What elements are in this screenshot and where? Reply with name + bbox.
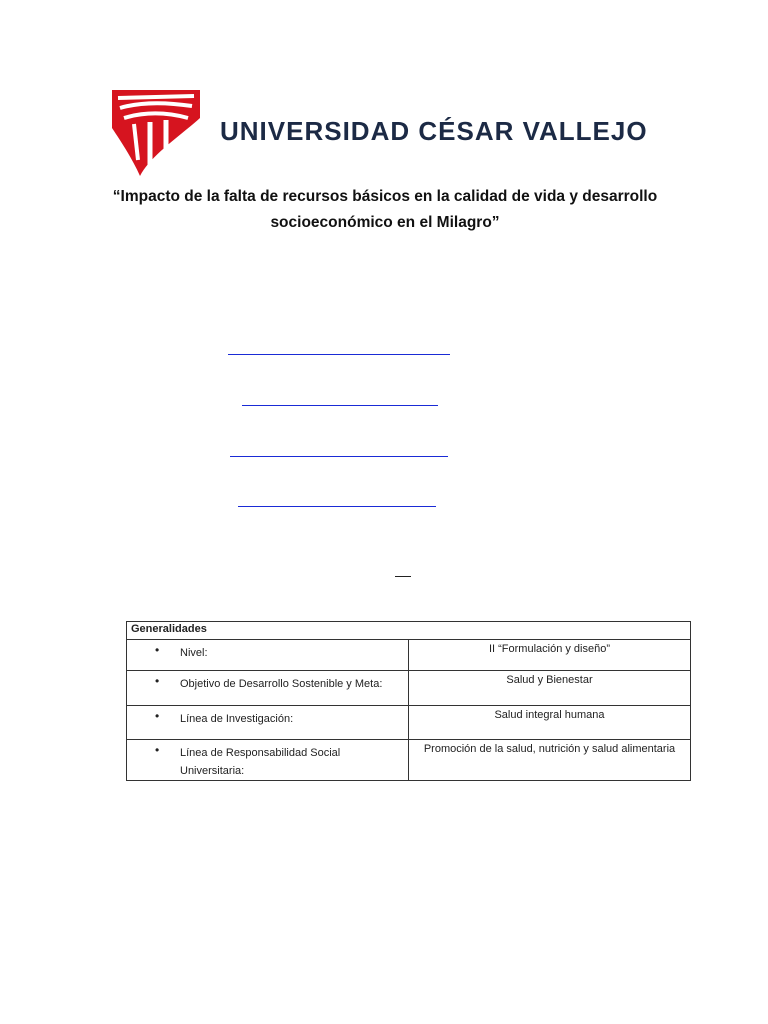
dash-mark [395,576,411,577]
table-row [127,740,691,781]
row-label: Línea de Responsabilidad Social Universitaria: [180,747,341,777]
table-row [127,706,691,740]
author-line-1[interactable] [228,354,450,355]
bullet-icon: • [155,743,160,757]
row-label: Objetivo de Desarrollo Sostenible y Meta: [180,678,383,690]
generalidades-table [126,621,691,781]
bullet-icon: • [155,709,160,723]
university-logo [110,88,648,178]
university-shield-icon [110,88,202,178]
row-value: II “Formulación y diseño” [409,640,691,671]
row-value: Salud y Bienestar [409,671,691,706]
document-title: “Impacto de la falta de recursos básicos en la calidad de vida y desarrollo socioeconómico en el Milagro” [112,188,658,231]
row-value: Promoción de la salud, nutrición y salud alimentaria [409,740,691,781]
university-name: UNIVERSIDAD CÉSAR VALLEJO [220,116,648,146]
table-header: Generalidades [127,622,691,640]
row-label: Línea de Investigación: [180,713,294,725]
table-row [127,640,691,671]
row-value: Salud integral humana [409,706,691,740]
author-line-4[interactable] [238,506,436,507]
row-label: Nivel: [180,647,208,659]
bullet-icon: • [155,643,160,657]
bullet-icon: • [155,674,160,688]
table-row [127,671,691,706]
author-line-2[interactable] [242,405,438,406]
author-line-3[interactable] [230,456,448,457]
